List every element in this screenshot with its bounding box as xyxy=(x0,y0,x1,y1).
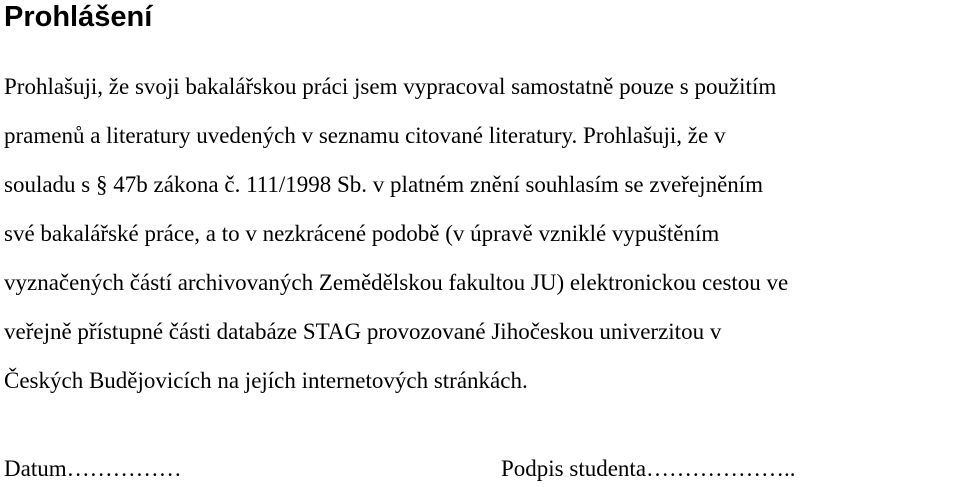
declaration-text xyxy=(4,62,788,405)
signature-label: Podpis studenta xyxy=(501,456,647,481)
signature-field xyxy=(501,454,796,484)
signature-dots: ……………….. xyxy=(646,456,796,481)
declaration-line-4: své bakalářské práce, a to v nezkrácené podobě (v úpravě vzniklé vypuštěním xyxy=(4,221,720,246)
date-label: Datum xyxy=(4,456,67,481)
date-field xyxy=(4,454,182,484)
declaration-line-1: Prohlašuji, že svoji bakalářskou práci jsem vypracoval samostatně pouze s použitím xyxy=(4,74,777,99)
declaration-line-6: veřejně přístupné části databáze STAG provozované Jihočeskou univerzitou v xyxy=(4,319,722,344)
page-title: Prohlášení xyxy=(4,1,153,33)
signature-row xyxy=(4,454,954,484)
declaration-line-5: vyznačených částí archivovaných Zemědělskou fakultou JU) elektronickou cestou ve xyxy=(4,270,789,295)
date-dots: …………… xyxy=(66,456,182,481)
declaration-line-7: Českých Budějovicích na jejích internetových stránkách. xyxy=(4,368,528,393)
declaration-line-3: souladu s § 47b zákona č. 111/1998 Sb. v platném znění souhlasím se zveřejněním xyxy=(4,172,764,197)
declaration-line-2: pramenů a literatury uvedených v seznamu citované literatury. Prohlašuji, že v xyxy=(4,123,726,148)
